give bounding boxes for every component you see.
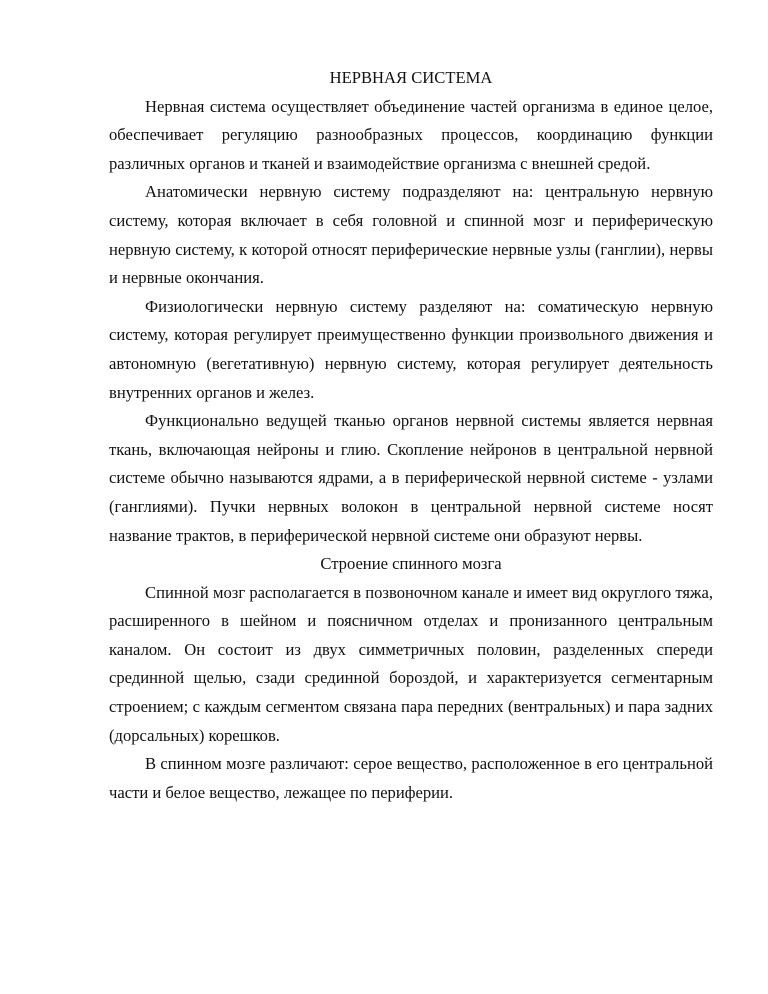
- paragraph-nervous-system-intro: Нервная система осуществляет объединение частей организма в единое целое, обеспечивает регуляцию разнообразных процессов, координацию функции различных органов и тканей и взаимодействие организма с внешней средой.: [109, 96, 713, 173]
- paragraph-anatomical-division: Анатомически нервную систему подразделяют на: центральную нервную систему, которая включает в себя головной и спинной мозг и периферическую нервную систему, к которой относят периферические нервные узлы (ганглии), нервы и нервные окончания.: [109, 182, 713, 288]
- document-page: [109, 64, 713, 807]
- section-heading-spinal-cord: Строение спинного мозга: [320, 554, 502, 574]
- document-title: НЕРВНАЯ СИСТЕМА: [329, 68, 493, 87]
- paragraph-spinal-cord-structure: Спинной мозг располагается в позвоночном канале и имеет вид округлого тяжа, расширенного в шейном и поясничном отделах и пронизанного центральным каналом. Он состоит из двух симметричных половин, разделенных спереди срединной щелью, сзади срединной бороздой, и характеризуется сегментарным строением; с каждым сегментом связана пара передних (вентральных) и пара задних (дорсальных) корешков.: [109, 582, 713, 745]
- paragraph-grey-white-matter: В спинном мозге различают: серое вещество, расположенное в его центральной части и белое вещество, лежащее по периферии.: [109, 754, 713, 802]
- paragraph-nervous-tissue: Функционально ведущей тканью органов нервной системы является нервная ткань, включающая нейроны и глию. Скопление нейронов в центральной нервной системе обычно называются ядрами, а в периферической нервной системе - узлами (ганглиями). Пучки нервных волокон в центральной нервной системе носят название трактов, в периферической нервной системе они образуют нервы.: [109, 411, 713, 545]
- paragraph-physiological-division: Физиологически нервную систему разделяют на: соматическую нервную систему, которая регулирует преимущественно функции произвольного движения и автономную (вегетативную) нервную систему, которая регулирует деятельность внутренних органов и желез.: [109, 296, 713, 402]
